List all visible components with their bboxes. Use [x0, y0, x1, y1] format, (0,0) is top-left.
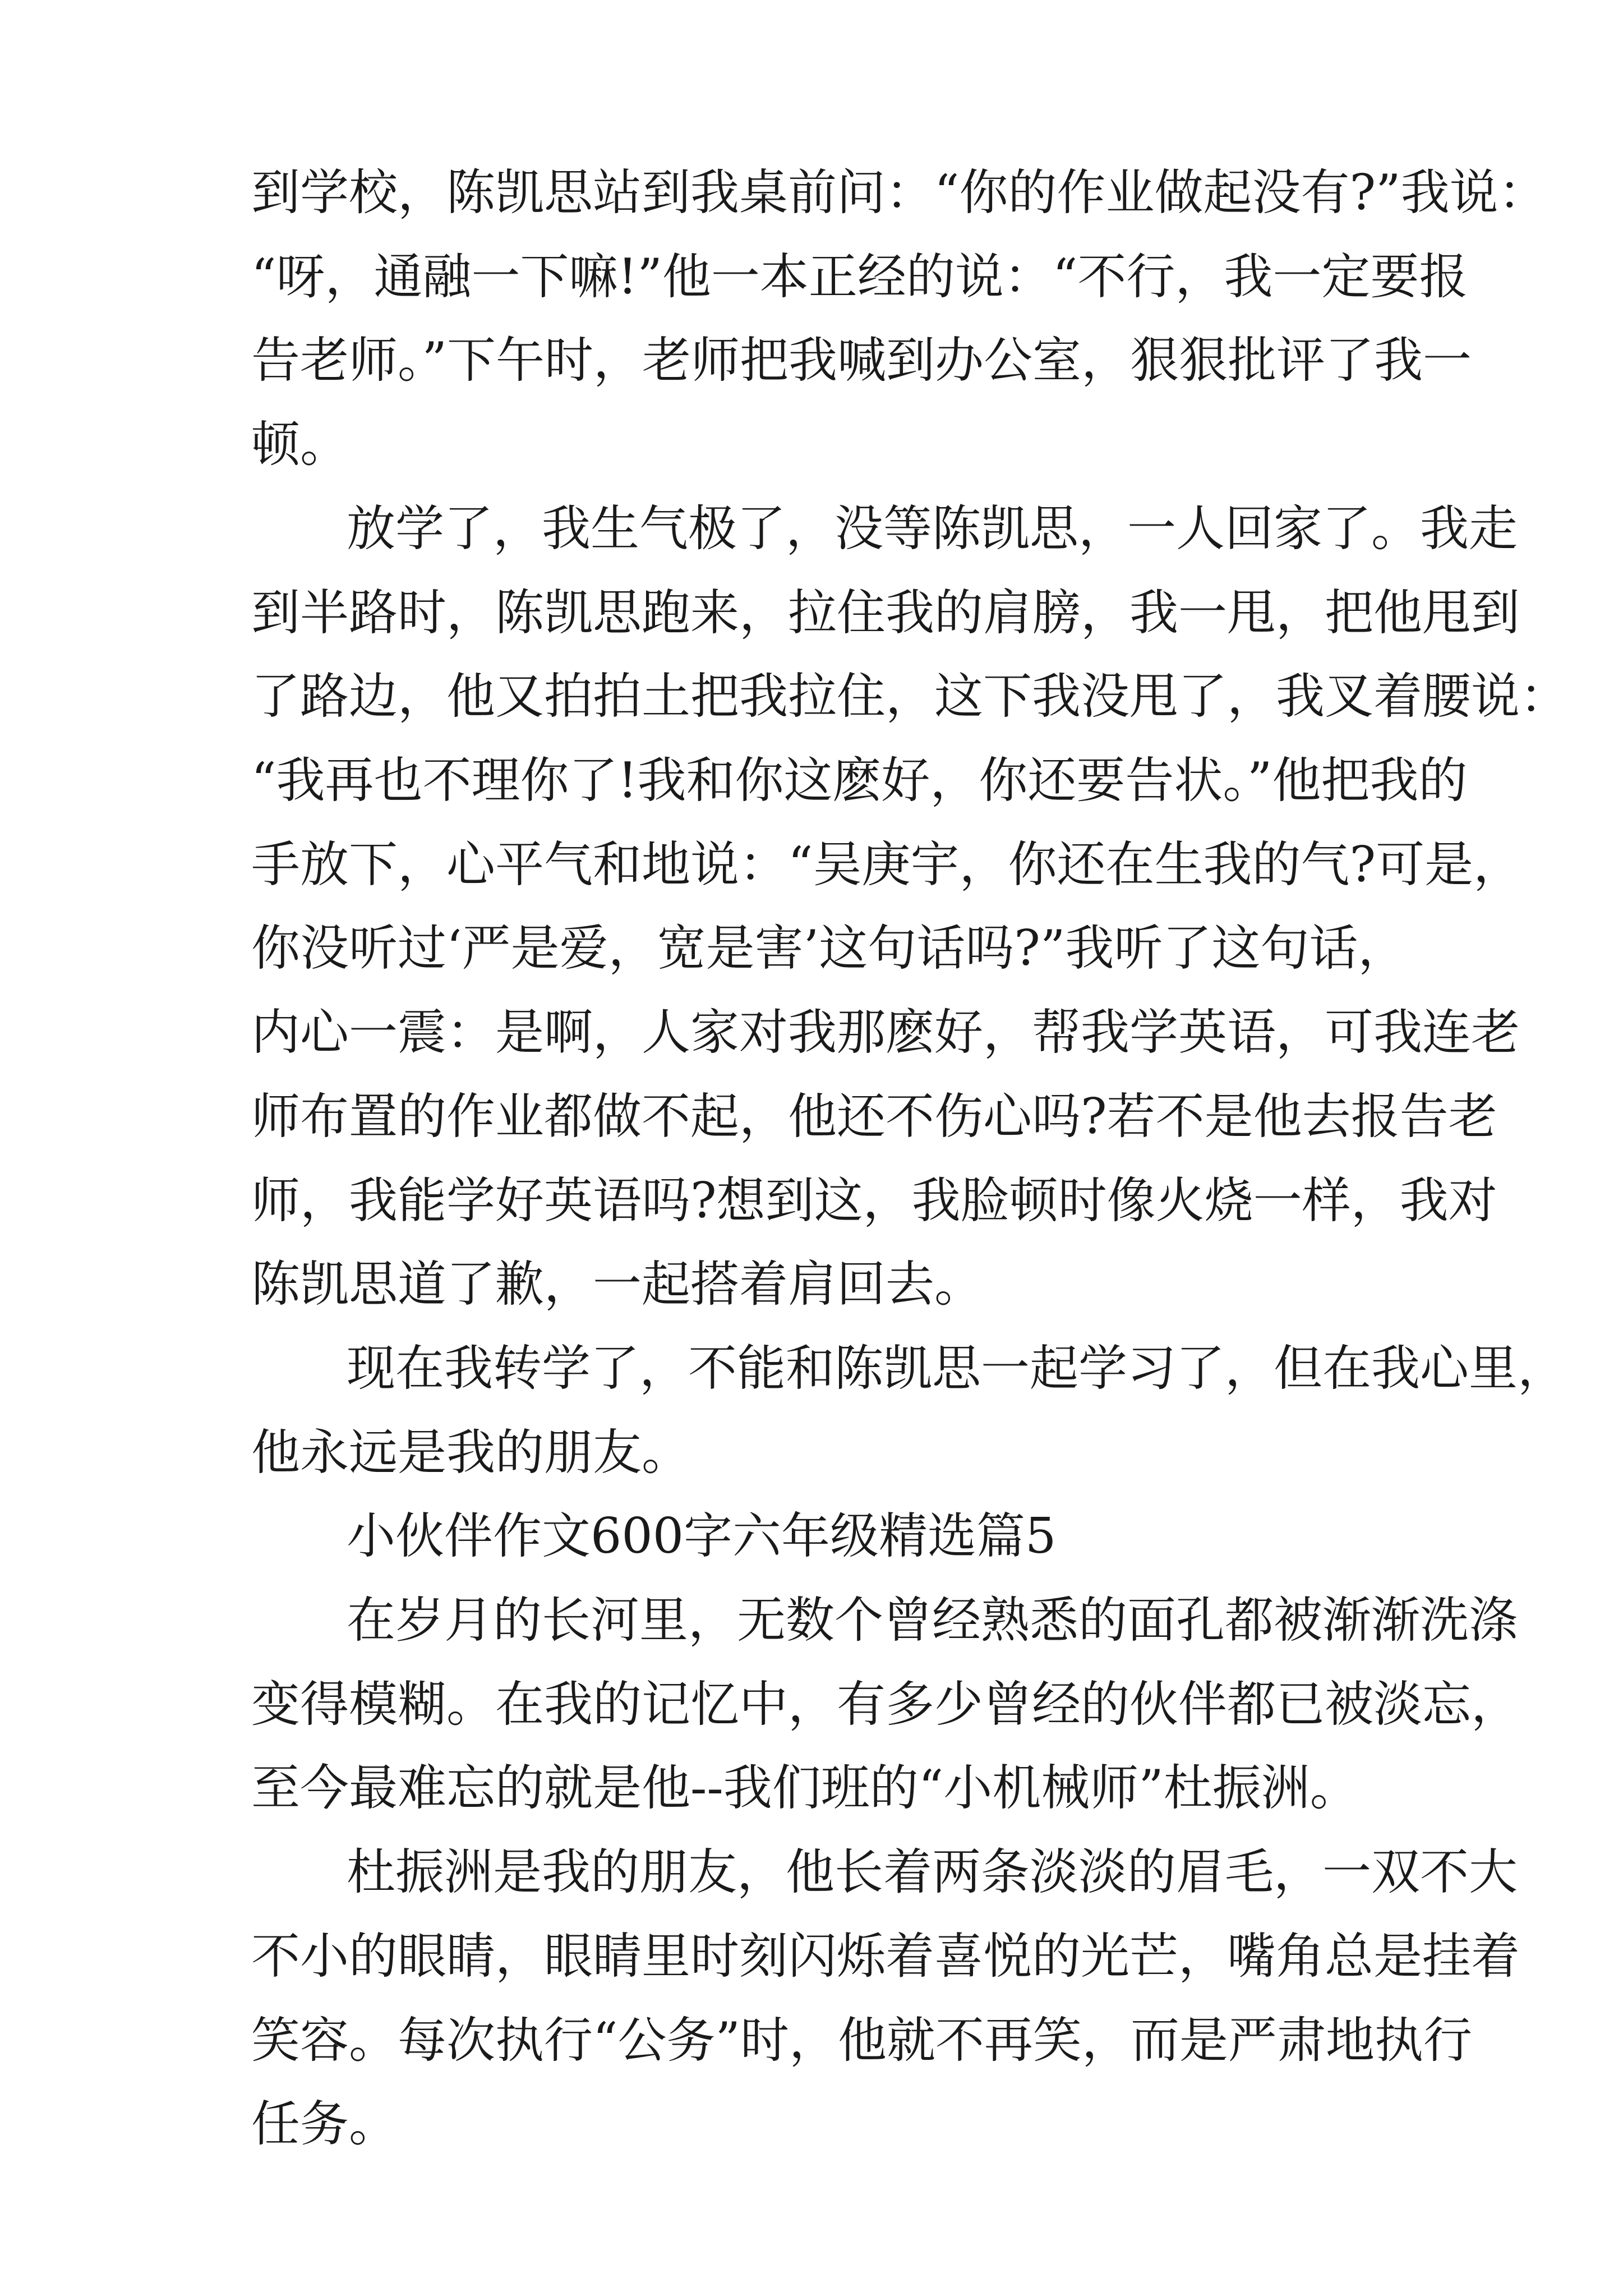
text-line: 顿。	[251, 416, 349, 473]
text-line: 告老师。”下午时，老师把我喊到办公室，狠狠批评了我一	[251, 332, 1472, 389]
text-line: 变得模糊。在我的记忆中，有多少曾经的伙伴都已被淡忘，	[251, 1676, 1520, 1733]
text-line: 手放下，心平气和地说：“吴庚宇，你还在生我的气?可是，	[251, 836, 1523, 893]
paragraph-start: 杜振洲是我的朋友，他长着两条淡淡的眉毛，一双不大	[347, 1843, 1518, 1901]
text-line: 笑容。每次执行“公务”时，他就不再笑，而是严肃地执行	[251, 2012, 1472, 2069]
text-line: 不小的眼睛，眼睛里时刻闪烁着喜悦的光芒，嘴角总是挂着	[251, 1927, 1520, 1985]
text-line: 至今最难忘的就是他--我们班的“小机械师”杜振洲。	[251, 1759, 1359, 1816]
text-line: 陈凯思道了歉，一起搭着肩回去。	[251, 1255, 983, 1313]
text-line: 你没听过‘严是爱，宽是害’这句话吗?”我听了这句话，	[251, 919, 1407, 977]
text-line: 他永远是我的朋友。	[251, 1424, 690, 1481]
paragraph-start: 放学了，我生气极了，没等陈凯思，一人回家了。我走	[347, 500, 1518, 557]
text-line: “我再也不理你了!我和你这麽好，你还要告状。”他把我的	[251, 752, 1468, 809]
text-line: 到半路时，陈凯思跑来，拉住我的肩膀，我一甩，把他甩到	[251, 584, 1520, 641]
text-line: 到学校，陈凯思站到我桌前问：“你的作业做起没有?”我说：	[251, 164, 1547, 221]
paragraph-start: 在岁月的长河里，无数个曾经熟悉的面孔都被渐渐洗涤	[347, 1591, 1518, 1649]
paragraph-start: 现在我转学了，不能和陈凯思一起学习了，但在我心里，	[347, 1340, 1566, 1397]
section-heading: 小伙伴作文600字六年级精选篇5	[347, 1507, 1057, 1565]
text-line: 了路边，他又拍拍土把我拉住，这下我没甩了，我叉着腰说：	[251, 668, 1569, 725]
text-line: 任务。	[251, 2095, 398, 2152]
text-line: “呀，通融一下嘛!”他一本正经的说：“不行，我一定要报	[251, 248, 1468, 305]
text-line: 师，我能学好英语吗?想到这，我脸顿时像火烧一样，我对	[251, 1172, 1497, 1229]
text-line: 内心一震：是啊，人家对我那麽好，帮我学英语，可我连老	[251, 1004, 1520, 1061]
text-line: 师布置的作业都做不起，他还不伤心吗?若不是他去报告老	[251, 1088, 1497, 1145]
